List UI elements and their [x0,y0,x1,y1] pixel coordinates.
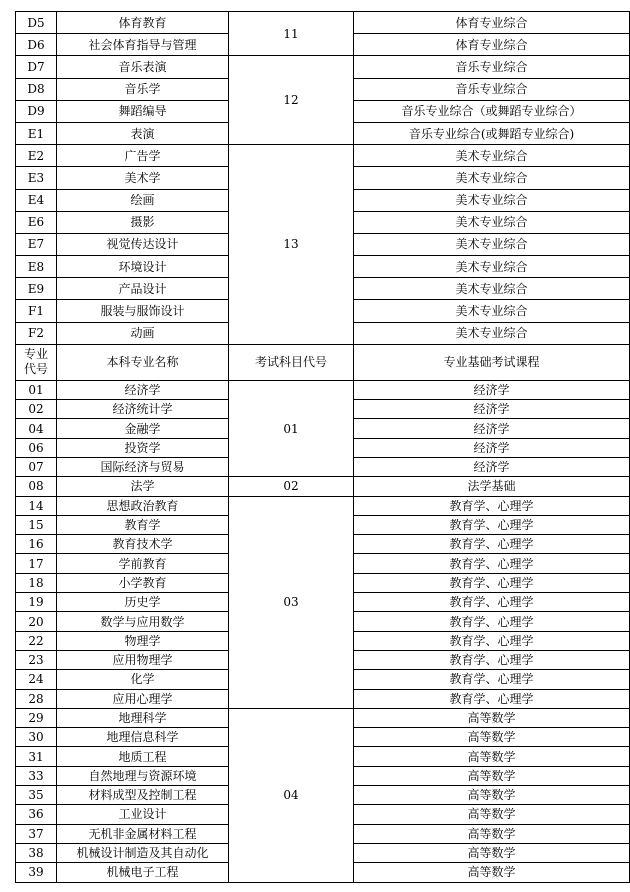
table-row [16,56,630,78]
major-code-cell: 19 [16,593,57,612]
major-name-cell: 国际经济与贸易 [57,458,229,477]
major-name-cell: 自然地理与资源环境 [57,766,229,785]
exam-code-cell: 02 [229,477,354,496]
major-name-cell: 地理信息科学 [57,728,229,747]
exam-code-cell: 12 [229,56,354,145]
major-code-cell: 35 [16,786,57,805]
exam-course-cell: 教育学、心理学 [354,631,630,650]
major-name-cell: 数学与应用数学 [57,612,229,631]
major-name-cell: 环境设计 [57,256,229,278]
exam-course-cell: 高等数学 [354,863,630,882]
exam-course-cell: 教育学、心理学 [354,535,630,554]
major-name-cell: 教育学 [57,515,229,534]
exam-course-cell: 法学基础 [354,477,630,496]
major-code-cell: 07 [16,458,57,477]
exam-course-cell: 音乐专业综合（或舞蹈专业综合） [354,100,630,122]
major-name-cell: 材料成型及控制工程 [57,786,229,805]
table-row [16,380,630,399]
major-name-cell: 教育技术学 [57,535,229,554]
major-code-cell: 31 [16,747,57,766]
major-name-cell: 经济统计学 [57,400,229,419]
major-name-cell: 机械设计制造及其自动化 [57,843,229,862]
exam-course-cell: 教育学、心理学 [354,515,630,534]
major-name-cell: 视觉传达设计 [57,233,229,255]
exam-course-cell: 美术专业综合 [354,322,630,344]
major-code-cell: 02 [16,400,57,419]
exam-course-cell: 高等数学 [354,747,630,766]
major-code-cell: E2 [16,145,57,167]
major-name-cell: 地质工程 [57,747,229,766]
major-code-cell: 38 [16,843,57,862]
major-name-cell: 摄影 [57,211,229,233]
major-name-cell: 历史学 [57,593,229,612]
major-name-cell: 动画 [57,322,229,344]
exam-code-cell: 13 [229,145,354,345]
major-name-cell: 机械电子工程 [57,863,229,882]
exam-course-cell: 经济学 [354,458,630,477]
major-name-cell: 投资学 [57,438,229,457]
major-code-cell: E7 [16,233,57,255]
table-row [16,496,630,515]
exam-course-cell: 教育学、心理学 [354,496,630,515]
header-code-line2: 代号 [23,362,48,377]
major-code-cell: E9 [16,278,57,300]
exam-course-cell: 美术专业综合 [354,167,630,189]
major-code-cell: D7 [16,56,57,78]
header-major-name: 本科专业名称 [57,344,229,380]
major-code-cell: F2 [16,322,57,344]
major-name-cell: 广告学 [57,145,229,167]
major-code-cell: 04 [16,419,57,438]
exam-course-cell: 教育学、心理学 [354,670,630,689]
exam-course-cell: 美术专业综合 [354,145,630,167]
exam-course-cell: 音乐专业综合(或舞蹈专业综合) [354,122,630,144]
exam-course-cell: 美术专业综合 [354,233,630,255]
major-name-cell: 产品设计 [57,278,229,300]
major-name-cell: 思想政治教育 [57,496,229,515]
major-code-cell: 22 [16,631,57,650]
table-row [16,145,630,167]
major-name-cell: 应用心理学 [57,689,229,708]
major-code-cell: 36 [16,805,57,824]
major-name-cell: 金融学 [57,419,229,438]
major-name-cell: 工业设计 [57,805,229,824]
exam-course-cell: 高等数学 [354,766,630,785]
major-code-cell: E1 [16,122,57,144]
exam-course-cell: 教育学、心理学 [354,573,630,592]
major-code-cell: 33 [16,766,57,785]
exam-code-cell: 03 [229,496,354,708]
major-code-cell: 23 [16,650,57,669]
exam-course-cell: 高等数学 [354,786,630,805]
table-header-row [16,344,630,380]
exam-course-cell: 教育学、心理学 [354,650,630,669]
major-name-cell: 表演 [57,122,229,144]
exam-course-cell: 教育学、心理学 [354,593,630,612]
exam-course-cell: 体育专业综合 [354,12,630,34]
major-code-cell: D5 [16,12,57,34]
major-code-cell: 06 [16,438,57,457]
major-code-cell: 17 [16,554,57,573]
major-code-cell: E8 [16,256,57,278]
major-name-cell: 社会体育指导与管理 [57,34,229,56]
major-name-cell: 化学 [57,670,229,689]
major-name-cell: 小学教育 [57,573,229,592]
major-code-cell: F1 [16,300,57,322]
major-name-cell: 舞蹈编导 [57,100,229,122]
exam-course-cell: 经济学 [354,419,630,438]
exam-course-cell: 音乐专业综合 [354,56,630,78]
major-name-cell: 物理学 [57,631,229,650]
exam-course-cell: 美术专业综合 [354,211,630,233]
table-row [16,12,630,34]
major-code-cell: 14 [16,496,57,515]
exam-course-cell: 经济学 [354,380,630,399]
major-code-cell: 08 [16,477,57,496]
exam-course-cell: 音乐专业综合 [354,78,630,100]
major-code-cell: D9 [16,100,57,122]
table-row [16,708,630,727]
header-exam-code: 考试科目代号 [229,344,354,380]
major-code-cell: 18 [16,573,57,592]
major-code-cell: 30 [16,728,57,747]
exam-code-cell: 11 [229,12,354,56]
exam-course-cell: 高等数学 [354,805,630,824]
exam-course-cell: 高等数学 [354,824,630,843]
major-code-cell: 01 [16,380,57,399]
exam-course-cell: 美术专业综合 [354,256,630,278]
exam-course-cell: 教育学、心理学 [354,554,630,573]
exam-course-cell: 美术专业综合 [354,300,630,322]
header-major-code [16,344,57,380]
major-code-cell: 24 [16,670,57,689]
major-name-cell: 服装与服饰设计 [57,300,229,322]
exam-course-cell: 美术专业综合 [354,278,630,300]
exam-course-cell: 体育专业综合 [354,34,630,56]
major-name-cell: 绘画 [57,189,229,211]
major-code-cell: 29 [16,708,57,727]
major-code-cell: 39 [16,863,57,882]
exam-course-cell: 经济学 [354,400,630,419]
major-name-cell: 法学 [57,477,229,496]
header-exam-course: 专业基础考试课程 [354,344,630,380]
exam-course-cell: 教育学、心理学 [354,612,630,631]
exam-code-cell: 01 [229,380,354,476]
major-name-cell: 体育教育 [57,12,229,34]
major-name-cell: 地理科学 [57,708,229,727]
exam-code-cell: 04 [229,708,354,882]
exam-course-cell: 美术专业综合 [354,189,630,211]
major-code-cell: 28 [16,689,57,708]
major-name-cell: 应用物理学 [57,650,229,669]
major-name-cell: 音乐表演 [57,56,229,78]
major-code-cell: E3 [16,167,57,189]
header-code-line1: 专业 [23,347,48,362]
major-code-cell: D8 [16,78,57,100]
exam-course-cell: 经济学 [354,438,630,457]
major-code-cell: 16 [16,535,57,554]
major-name-cell: 经济学 [57,380,229,399]
major-exam-table [15,11,630,883]
major-name-cell: 无机非金属材料工程 [57,824,229,843]
major-code-cell: 15 [16,515,57,534]
major-name-cell: 美术学 [57,167,229,189]
document-page [15,11,630,883]
exam-course-cell: 高等数学 [354,728,630,747]
table-row [16,477,630,496]
exam-course-cell: 教育学、心理学 [354,689,630,708]
major-code-cell: 20 [16,612,57,631]
major-code-cell: D6 [16,34,57,56]
major-name-cell: 学前教育 [57,554,229,573]
exam-course-cell: 高等数学 [354,708,630,727]
major-code-cell: E6 [16,211,57,233]
exam-course-cell: 高等数学 [354,843,630,862]
major-code-cell: 37 [16,824,57,843]
major-code-cell: E4 [16,189,57,211]
major-name-cell: 音乐学 [57,78,229,100]
